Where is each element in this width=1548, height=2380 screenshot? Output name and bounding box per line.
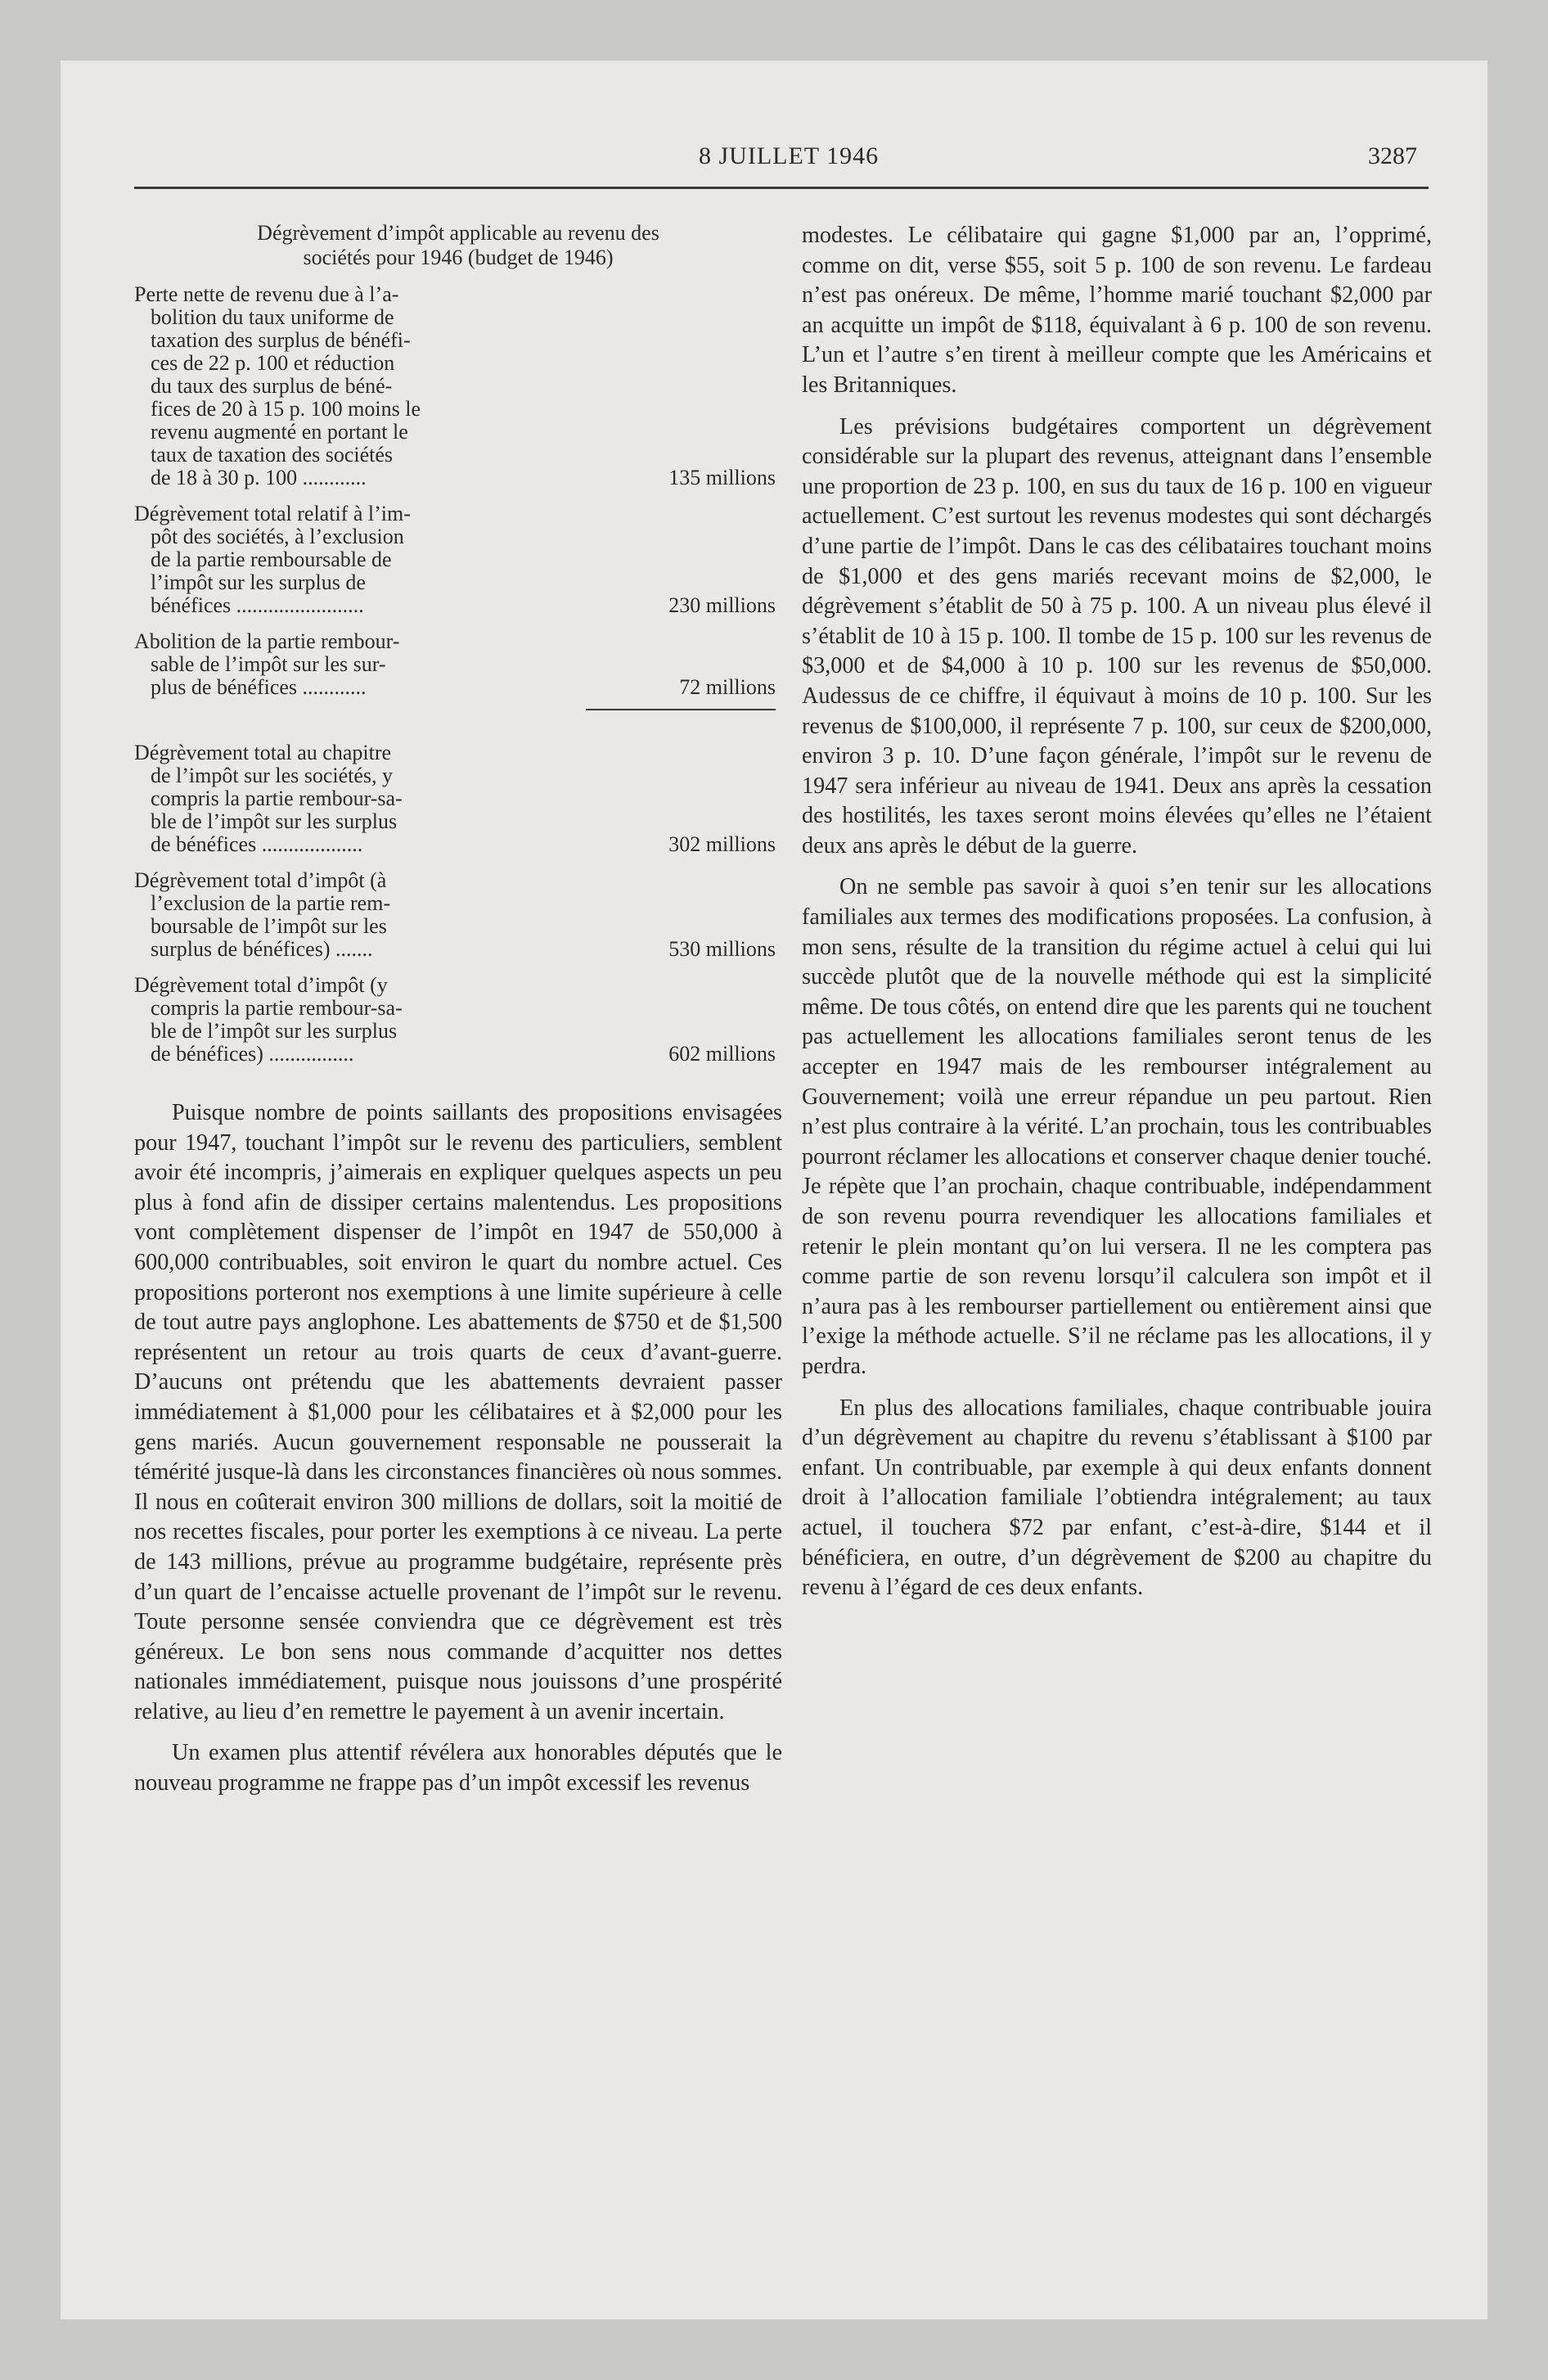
row-line: taux de taxation des sociétés — [151, 443, 394, 467]
page-number: 3287 — [1368, 142, 1417, 169]
body-paragraph: Un examen plus attentif révélera aux honorables députés que le nouveau programme ne frappe pas d’un impôt excessif les revenus — [134, 1740, 782, 1796]
row-line: l’impôt sur les surplus de — [151, 570, 366, 594]
document-page — [61, 61, 1487, 2319]
row-line: du taux des surplus de béné- — [151, 374, 393, 398]
row-line: fices de 20 à 15 p. 100 moins le — [151, 397, 421, 421]
row-line: ble de l’impôt sur les surplus — [151, 1019, 398, 1043]
body-paragraph: En plus des allocations familiales, chaque contribuable jouira d’un dégrèvement au chapitre du revenu s’établissant à $100 par enfant. Un contribuable, par exemple à qui deux enfants donnent droit à l’allocation familiale l’obtiendra intégralement; au taux actuel, il touchera $72 par enfant, c’est-à-dire, $144 et il bénéficiera, en outre, d’un dégrèvement de $200 au chapitre du revenu à l’égard de ces deux enfants. — [802, 1395, 1432, 1601]
row-line: Dégrèvement total d’impôt (y — [134, 973, 388, 997]
row-amount: 602 millions — [668, 1042, 776, 1066]
row-line: bénéfices ........................ — [151, 593, 364, 617]
row-line: compris la partie rembour-sa- — [151, 996, 403, 1020]
row-line: revenu augmenté en portant le — [151, 420, 408, 444]
left-column — [134, 221, 782, 1799]
row-line: surplus de bénéfices) ....... — [151, 937, 373, 961]
header-date: 8 JUILLET 1946 — [699, 142, 880, 169]
right-column — [802, 221, 1432, 1603]
row-line: plus de bénéfices ............ — [151, 675, 367, 699]
row-description — [134, 869, 517, 961]
row-line: ces de 22 p. 100 et réduction — [151, 351, 395, 375]
row-amount: 230 millions — [668, 593, 776, 617]
row-line: de l’impôt sur les sociétés, y — [151, 764, 394, 787]
row-description — [134, 503, 517, 617]
row-line: Dégrèvement total au chapitre — [134, 741, 392, 764]
table-row — [134, 869, 782, 961]
row-line: Dégrèvement total relatif à l’im- — [134, 502, 411, 525]
row-line: de 18 à 30 p. 100 ............ — [151, 466, 367, 489]
row-line: taxation des surplus de bénéfi- — [151, 328, 411, 352]
row-line: bolition du taux uniforme de — [151, 305, 394, 329]
row-line: Dégrèvement total d’impôt (à — [134, 868, 387, 892]
row-line: boursable de l’impôt sur les — [151, 914, 387, 938]
body-paragraph: modestes. Le célibataire qui gagne $1,000 par an, l’opprimé, comme on dit, verse $55, soit 5 p. 100 de son revenu. Le fardeau n’est pas onéreux. De même, l’homme marié touchant $2,000 par an acquitte un impôt de $118, équivalant à 6 p. 100 de son revenu. L’un et l’autre s’en tirent à meilleur compte que les Américains et les Britanniques. — [802, 223, 1432, 398]
row-line: pôt des sociétés, à l’exclusion — [151, 525, 404, 548]
row-line: Abolition de la partie rembour- — [134, 629, 400, 653]
row-amount: 530 millions — [668, 937, 776, 961]
row-amount: 72 millions — [679, 675, 776, 699]
row-description — [134, 283, 517, 489]
row-line: de bénéfices) ................ — [151, 1042, 354, 1066]
row-line: ble de l’impôt sur les surplus — [151, 809, 398, 833]
row-description — [134, 974, 517, 1066]
table-row — [134, 630, 782, 699]
row-line: sable de l’impôt sur les sur- — [151, 652, 386, 676]
row-line: de la partie remboursable de — [151, 548, 392, 571]
body-paragraph: Les prévisions budgétaires comportent un dégrèvement considérable sur la plupart des revenus, atteignant dans l’ensemble une proportion de 23 p. 100, en sus du taux de 16 p. 100 en vigueur actuellement. C’est surtout les revenus modestes qui sont déchargés d’une partie de l’impôt. Dans le cas des célibataires touchant moins de $1,000 et des gens mariés recevant moins de $2,000, le dégrèvement s’établit de 50 à 75 p. 100. A un niveau plus élevé il s’établit de 10 à 15 p. 100. Il tombe de 15 p. 100 sur les revenus de $3,000 et de $4,000 à 10 p. 100 sur les revenus de $50,000. Audessus de ce chiffre, il équivaut à moins de 10 p. 100. Sur les revenus de $100,000, il représente 7 p. 100, sur ceux de $200,000, environ 3 p. 10. D’une façon générale, l’impôt sur le revenu de 1947 sera inférieur au niveau de 1941. Deux ans après la cessation des hostilités, les taxes seront moins élevées qu’elles ne l’étaient deux ans après le début de la guerre. — [802, 413, 1432, 859]
row-line: Perte nette de revenu due à l’a- — [134, 282, 399, 306]
row-line: l’exclusion de la partie rem- — [151, 891, 391, 915]
table-row — [134, 503, 782, 617]
table-title — [134, 221, 782, 270]
body-paragraph: On ne semble pas savoir à quoi s’en tenir sur les allocations familiales aux termes des modifications proposées. La confusion, à mon sens, résulte de la transition du régime actuel à celui qui lui succède plutôt que de la nouvelle méthode qui est la simplicité même. De tous côtés, on entend dire que les parents qui ne touchent pas actuellement les allocations familiales seront tenus de les accepter en 1947 mais de les rembourser intégralement au Gouvernement; voilà une erreur répandue un peu partout. Rien n’est plus contraire à la vérité. L’an prochain, tous les contribuables pourront réclamer les allocations et conserver chaque denier touché. Je répète que l’an prochain, chaque contribuable, indépendamment de son revenu pourra revendiquer les allocations familiales et retenir le plein montant qu’on lui versera. Il ne les comptera pas comme partie de son revenu lorsqu’il calculera son impôt et il n’aura pas à les rembourser partiellement ou entièrement ainsi que l’exige la méthode actuelle. S’il ne réclame pas les allocations, il y perdra. — [802, 874, 1432, 1379]
header-rule — [134, 187, 1429, 189]
table-row — [134, 974, 782, 1066]
row-line: compris la partie rembour-sa- — [151, 787, 403, 810]
row-amount: 135 millions — [668, 466, 776, 489]
row-description — [134, 630, 517, 699]
table-title-line: sociétés pour 1946 (budget de 1946) — [303, 246, 614, 269]
row-line: de bénéfices ................... — [151, 832, 363, 856]
table-title-line: Dégrèvement d’impôt applicable au revenu des — [257, 221, 659, 245]
table-row — [134, 283, 782, 489]
row-description — [134, 741, 517, 856]
row-amount: 302 millions — [668, 832, 776, 856]
body-paragraph: Puisque nombre de points saillants des propositions envisagées pour 1947, touchant l’impôt sur le revenu des particuliers, semblent avoir été incompris, j’aimerais en expliquer quelques aspects un peu plus à fond afin de dissiper certains malentendus. Les propositions vont complètement dispenser de l’impôt en 1947 de 550,000 à 600,000 contribuables, soit environ le quart du nombre actuel. Ces propositions porteront nos exemptions à une limite supérieure à celle de tout autre pays anglophone. Les abattements de $750 et de $1,500 représentent un retour au trois quarts de ceux d’avant-guerre. D’aucuns ont prétendu que les abattements devraient passer immédiatement à $1,000 pour les célibataires et à $2,000 pour les gens mariés. Aucun gouvernement responsable ne pousserait la témérité jusque-là dans les circonstances financières où nous sommes. Il nous en coûterait environ 300 millions de dollars, soit la moitié de nos recettes fiscales, pour porter les exemptions à ce niveau. La perte de 143 millions, prévue au programme budgétaire, représente près d’un quart de l’encaisse actuelle provenant de l’impôt sur le revenu. Toute personne sensée conviendra que ce dégrèvement est très généreux. Le bon sens nous commande d’acquitter nos dettes nationales immédiatement, puisque nous jouissons d’une prospérité relative, au lieu d’en remettre le payement à un avenir incertain. — [134, 1100, 782, 1724]
sum-rule — [586, 709, 776, 710]
table-row — [134, 741, 782, 856]
